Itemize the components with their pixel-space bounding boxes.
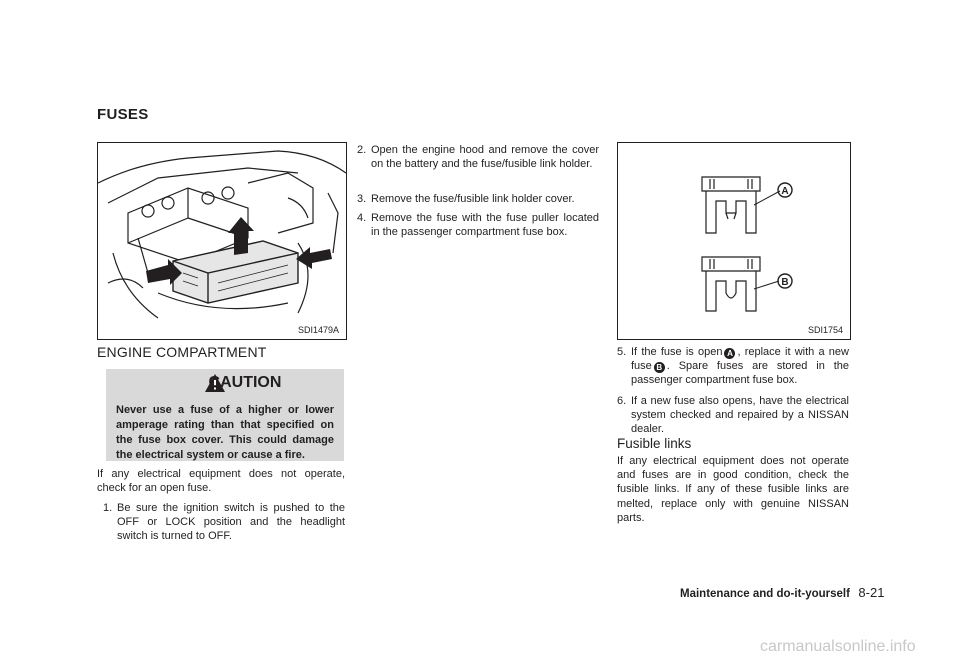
watermark: carmanualsonline.info — [760, 638, 916, 655]
caution-text: Never use a fuse of a higher or lower amperage rating than that specified on the fuse box cover. This could damage the electrical system or cause a fire. — [116, 404, 334, 461]
fusible-links-paragraph: If any electrical equipment does not operate and fuses are in good condition, check the fusible links. If any of these fusible links are melted, replace only with genuine NISSAN parts. — [617, 455, 849, 524]
fuse-figure — [617, 142, 851, 340]
list-text: Remove the fuse/fusible link holder cover. — [371, 193, 575, 205]
figure-code: SDI1479A — [297, 325, 339, 335]
list-text: Remove the fuse with the fuse puller located in the passenger compartment fuse box. — [371, 212, 599, 239]
list-item — [357, 192, 599, 206]
ref-a-badge: A — [724, 348, 735, 359]
list-text: Be sure the ignition switch is pushed to the OFF or LOCK position and the headlight switch is turned to OFF. — [117, 502, 345, 543]
fuse-illustration — [618, 143, 850, 323]
list-item — [617, 394, 849, 437]
list-number: 3. — [357, 193, 367, 205]
list-text: If a new fuse also opens, have the electrical system checked and repaired by a NISSAN dealer. — [631, 395, 849, 436]
engine-compartment-heading: ENGINE COMPARTMENT — [97, 344, 267, 360]
list-item — [357, 211, 599, 239]
label-a: A — [781, 186, 789, 197]
caution-title: CAUTION — [208, 374, 282, 391]
engine-compartment-figure — [97, 142, 347, 340]
list-item — [617, 345, 849, 388]
list-number: 1. — [103, 502, 113, 514]
intro-paragraph: If any electrical equipment does not operate, check for an open fuse. — [97, 468, 345, 495]
list-item — [357, 143, 599, 171]
list-number: 6. — [617, 395, 627, 407]
list-text: If the fuse is open A , replace it with a new fuse B . Spare fuses are stored in the passenger compartment fuse box. — [631, 346, 849, 387]
caution-box — [106, 369, 344, 461]
footer-section-label: Maintenance and do-it-yourself — [680, 588, 850, 600]
page-footer — [680, 584, 885, 602]
good-fuse — [702, 257, 760, 311]
list-number: 5. — [617, 346, 627, 358]
list-text: Open the engine hood and remove the cover on the battery and the fuse/fusible link holder. — [371, 144, 599, 171]
section-title: FUSES — [97, 106, 149, 123]
blown-fuse — [702, 177, 760, 233]
list-item — [103, 501, 345, 544]
fusible-links-heading: Fusible links — [617, 436, 692, 451]
figure-code: SDI1754 — [807, 325, 843, 335]
ref-b-badge: B — [654, 362, 665, 373]
page-number: 8-21 — [858, 585, 885, 600]
label-b: B — [781, 277, 789, 288]
list-number: 2. — [357, 144, 367, 156]
list-number: 4. — [357, 212, 367, 224]
engine-compartment-illustration — [98, 143, 346, 325]
